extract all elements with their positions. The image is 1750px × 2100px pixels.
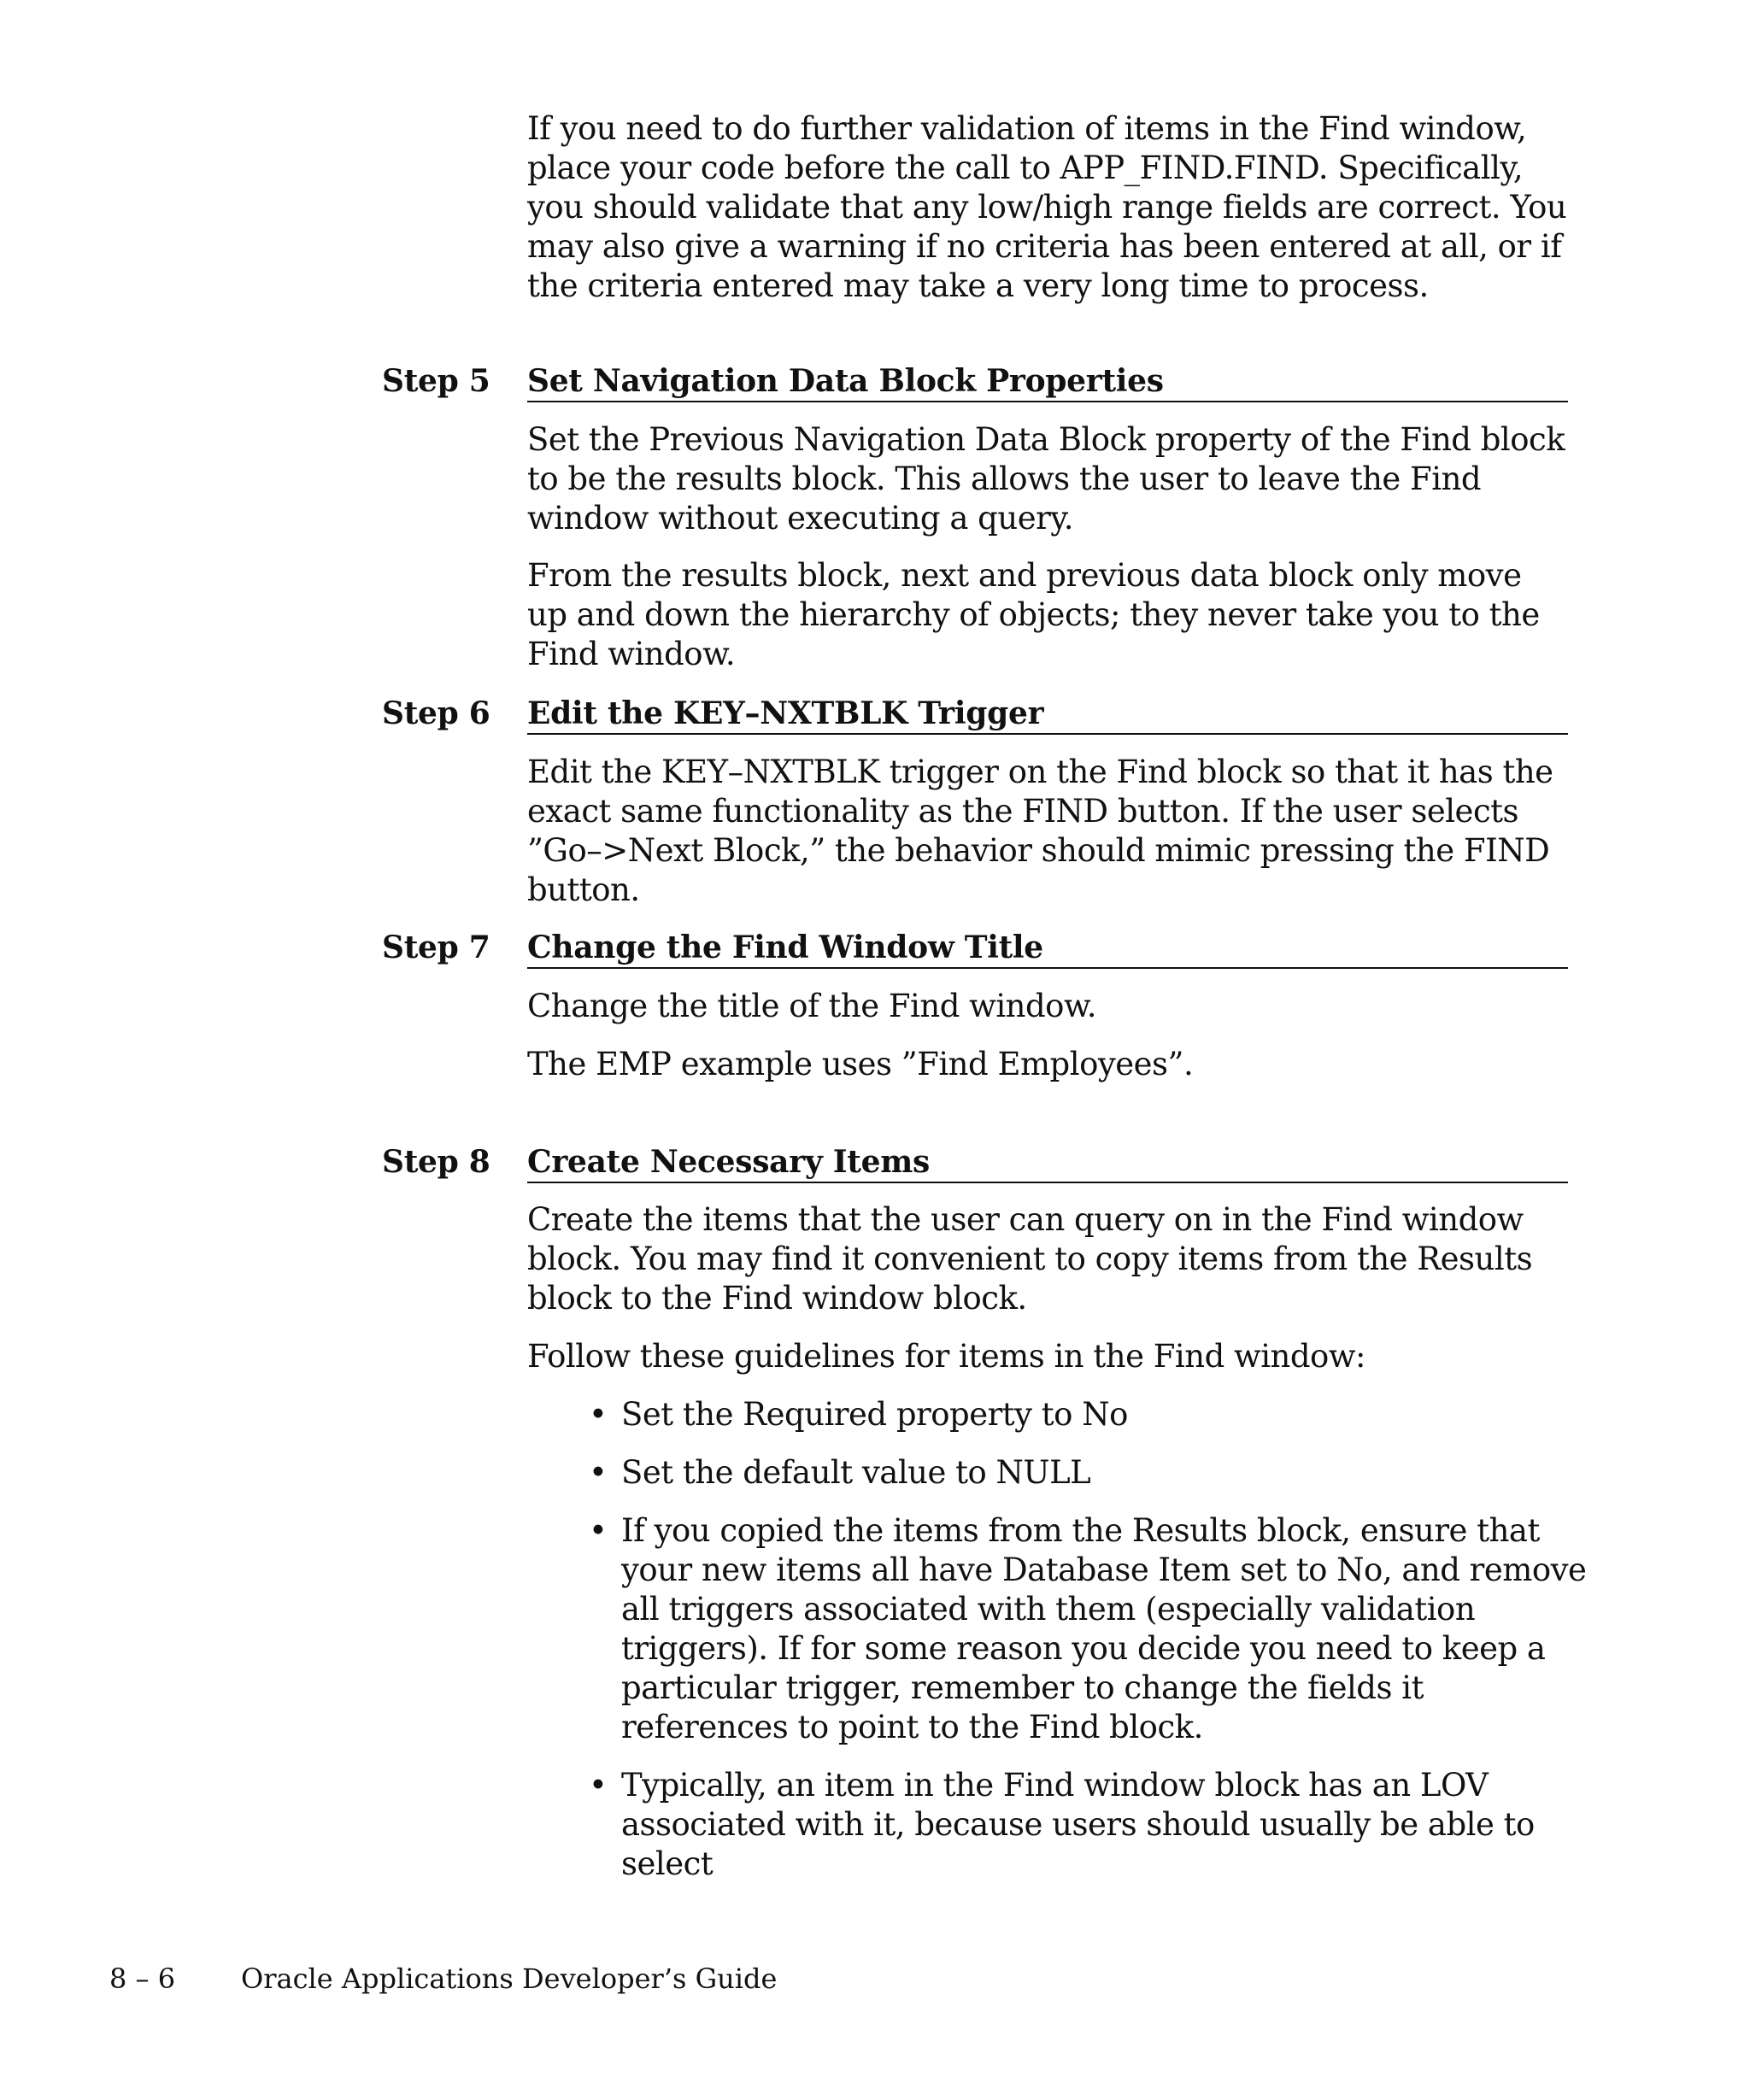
step-5-paragraph-2: From the results block, next and previous data block only move up and down the hierarchy of objects; they never take you to the Find window. <box>527 557 1540 672</box>
bullet-text: Typically, an item in the Find window block has an LOV associated with it, because users should usually be able to select <box>621 1767 1535 1882</box>
step-8-paragraph-2: Follow these guidelines for items in the Find window: <box>527 1338 1365 1375</box>
step-8-heading: Create Necessary Items <box>527 1142 1568 1183</box>
step-6-heading: Edit the KEY–NXTBLK Trigger <box>527 694 1568 735</box>
list-item <box>527 1395 1587 1434</box>
step-6-paragraph-1: Edit the KEY–NXTBLK trigger on the Find block so that it has the exact same functionality as the FIND button. If the user selects ”Go–>Next Block,” the behavior should mimic pressing the FIND button. <box>527 754 1553 908</box>
footer-page-number: 8 – 6 <box>109 1962 176 1995</box>
step-5-heading: Set Navigation Data Block Properties <box>527 361 1568 402</box>
bullet-text: If you copied the items from the Results block, ensure that your new items all have Database Item set to No, and remove all triggers associated with them (especially validation triggers). If for some reason you decide you need to keep a particular trigger, remember to change the fields it references to point to the Find block. <box>621 1512 1587 1745</box>
step-8-bullet-list <box>527 1395 1587 1903</box>
step-7-label: Step 7 <box>382 930 490 965</box>
list-item <box>527 1511 1587 1747</box>
bullet-text: Set the default value to NULL <box>621 1454 1091 1491</box>
step-7-heading: Change the Find Window Title <box>527 928 1568 969</box>
bullet-text: Set the Required property to No <box>621 1396 1128 1433</box>
list-item <box>527 1766 1587 1884</box>
step-7-paragraph-1: Change the title of the Find window. <box>527 988 1096 1024</box>
intro-paragraph: If you need to do further validation of items in the Find window, place your code before the call to APP_FIND.FIND. Specifically, you should validate that any low/high range fields are correct. You may also give a warning if no criteria has been entered at all, or if the criteria entered may take a very long time to process. <box>527 110 1567 304</box>
bullet-icon: • <box>589 1512 608 1549</box>
bullet-icon: • <box>589 1767 608 1804</box>
step-7-paragraph-2: The EMP example uses ”Find Employees”. <box>527 1046 1194 1082</box>
bullet-icon: • <box>589 1396 608 1433</box>
step-8-label: Step 8 <box>382 1144 490 1180</box>
step-8-paragraph-1: Create the items that the user can query on in the Find window block. You may find it convenient to copy items from the Results block to the Find window block. <box>527 1201 1533 1317</box>
step-5-label: Step 5 <box>382 363 490 399</box>
footer-book-title: Oracle Applications Developer’s Guide <box>241 1962 778 1995</box>
list-item <box>527 1453 1587 1493</box>
step-5-paragraph-1: Set the Previous Navigation Data Block property of the Find block to be the results block. This allows the user to leave the Find window without executing a query. <box>527 421 1565 537</box>
step-6-label: Step 6 <box>382 695 490 731</box>
bullet-icon: • <box>589 1454 608 1491</box>
